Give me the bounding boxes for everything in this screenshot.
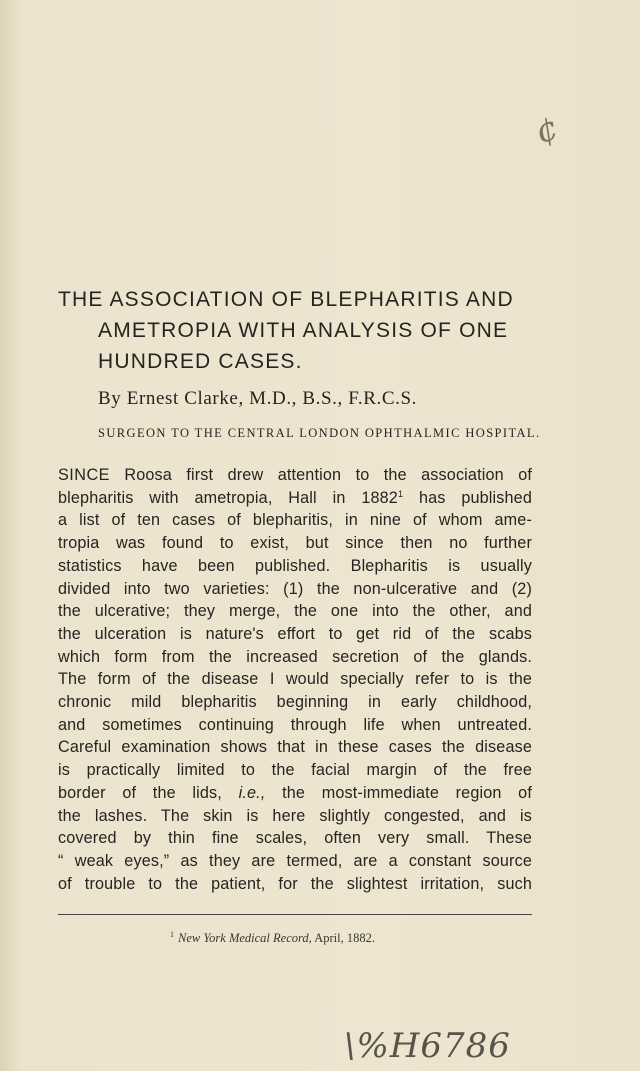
author-byline (98, 388, 417, 410)
body-line: of trouble to the patient, for the slightest irritation, such (58, 874, 532, 893)
footnote (170, 930, 375, 946)
body-line: divided into two varieties: (1) the non-ulcerative and (2) (58, 579, 532, 598)
body-line: border of the lids, i.e., the most-immediate region of (58, 783, 532, 802)
body-line: a list of ten cases of blepharitis, in nine of whom ame- (58, 511, 532, 530)
footnote-mark: 1 (170, 930, 174, 939)
title-line-2: AMETROPIA WITH ANALYSIS OF ONE (98, 319, 509, 342)
article-title (58, 284, 578, 377)
title-line-3: HUNDRED CASES. (98, 350, 303, 373)
title-line-1: THE ASSOCIATION OF BLEPHARITIS AND (58, 288, 514, 311)
author-name: Ernest Clarke, M.D., B.S., F.R.C.S. (126, 388, 417, 409)
footnote-divider (58, 914, 532, 915)
body-line: statistics have been published. Blepharitis is usually (58, 556, 532, 575)
footnote-date: April, 1882. (311, 931, 375, 945)
handwritten-catalog-number: \%H6786 (344, 1026, 511, 1066)
author-affiliation: SURGEON TO THE CENTRAL LONDON OPHTHALMIC HOSPITAL. (98, 426, 541, 440)
body-line: which form from the increased secretion of the glands. (58, 647, 532, 666)
italic-ie: i.e., (238, 783, 266, 802)
body-line: Careful examination shows that in these cases the disease (58, 738, 532, 757)
handwritten-corner-mark: ¢ (529, 107, 564, 153)
body-line: blepharitis with ametropia, Hall in 1882$^1$ has published (58, 488, 532, 507)
body-line: The form of the disease I would specially refer to is the (58, 670, 532, 689)
body-paragraph (58, 464, 532, 895)
byline-by: By (98, 388, 122, 409)
footnote-journal: New York Medical Record, (178, 931, 312, 945)
body-line: and sometimes continuing through life when untreated. (58, 715, 532, 734)
opening-word: SINCE (58, 466, 110, 484)
body-line: the ulceration is nature's effort to get rid of the scabs (58, 624, 532, 643)
body-line: the lashes. The skin is here slightly congested, and is (58, 806, 532, 825)
body-line: is practically limited to the facial margin of the free (58, 761, 532, 780)
body-line: SINCE Roosa first drew attention to the association of (58, 466, 532, 484)
footnote-ref: 1 (397, 488, 404, 499)
body-line: the ulcerative; they merge, the one into the other, and (58, 602, 532, 621)
body-line: “ weak eyes,” as they are termed, are a constant source (58, 851, 532, 870)
body-line: tropia was found to exist, but since then no further (58, 534, 532, 553)
body-line: chronic mild blepharitis beginning in early childhood, (58, 693, 532, 712)
body-line: covered by thin fine scales, often very small. These (58, 829, 532, 848)
